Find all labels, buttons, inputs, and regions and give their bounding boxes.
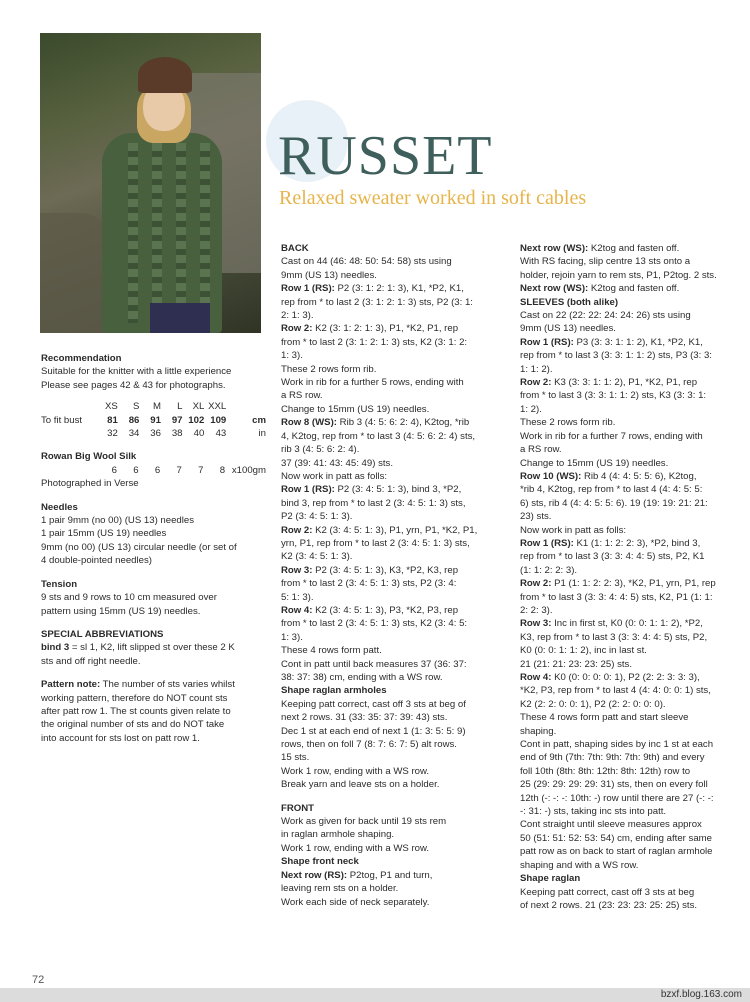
pattern-line-bold: Row 1 (RS): — [281, 484, 335, 496]
yarn-table — [41, 464, 269, 477]
pattern-line-text: yrn, P1, rep from * to last 2 (3: 4: 5: 1: 3) sts, — [281, 537, 470, 549]
pattern-line-text: Now work in patt as folls: — [281, 470, 388, 482]
size-in: 36 — [150, 428, 161, 440]
pattern-line-text: Now work in patt as folls: — [520, 524, 627, 536]
pattern-line — [520, 604, 748, 617]
size-label: L — [177, 401, 183, 413]
pattern-line — [281, 725, 509, 738]
pattern-line-bold: Row 1 (RS): — [520, 336, 574, 348]
pattern-line-text: K3 (3: 3: 1: 1: 2), P1, *K2, P1, rep — [551, 377, 698, 389]
pattern-line-text: 6) sts, rib 4 (4: 4: 5: 5: 6). 19 (19: 19: 21: 21: — [520, 497, 708, 509]
pattern-line — [520, 644, 748, 657]
pattern-line-bold: Row 8 (WS): — [281, 417, 337, 429]
pattern-line — [281, 242, 509, 255]
pattern-line-text: K1 (1: 1: 2: 2: 3), *P2, bind 3, — [573, 537, 701, 549]
pattern-line-text: from * to last 3 (3: 3: 1: 1: 2) sts, K3 (3: 3: 1: — [520, 390, 707, 402]
pattern-line — [520, 403, 748, 416]
pattern-line-text: 23) sts. — [520, 511, 552, 523]
pattern-line-text: rib 3 (4: 5: 6: 2: 4). — [281, 444, 360, 456]
yarn-amount: 7 — [198, 464, 204, 476]
sweater-photo — [40, 33, 261, 333]
pattern-line — [281, 376, 509, 389]
pattern-line-text: rep from * to last 2 (3: 1: 2: 1: 3) sts, P2 (3: 1: — [281, 296, 473, 308]
pattern-line — [520, 805, 748, 818]
abbreviation-term: bind 3 — [41, 642, 70, 654]
pattern-line — [520, 282, 748, 295]
pattern-line-bold: Shape front neck — [281, 856, 359, 868]
pattern-line — [520, 457, 748, 470]
size-in: 40 — [193, 428, 205, 440]
pattern-line-text: Inc in first st, K0 (0: 0: 1: 1: 2), *P2, — [551, 618, 703, 630]
pattern-line — [520, 376, 748, 389]
size-cm: 102 — [188, 414, 205, 426]
pattern-line — [520, 537, 748, 550]
yarn-note: Photographed in Verse — [41, 478, 139, 490]
pattern-line-text: P2 (3: 4: 5: 1: 3), K3, *P2, K3, rep — [312, 564, 459, 576]
pattern-line — [281, 604, 509, 617]
pattern-line — [520, 564, 748, 577]
pattern-line — [281, 617, 509, 630]
pattern-line-text: Work in rib for a further 5 rows, ending with — [281, 377, 464, 389]
pattern-line — [281, 869, 509, 882]
pattern-line-text: 37 (39: 41: 43: 45: 49) sts. — [281, 457, 393, 469]
photo-jeans — [150, 303, 210, 333]
pattern-line-text: -: 31: -) sts, taking inc sts into patt. — [520, 806, 667, 818]
pattern-line-text: Work 1 row, ending with a WS row. — [281, 842, 430, 854]
pattern-line — [281, 896, 509, 909]
pattern-line-bold: Row 4: — [281, 604, 313, 616]
pattern-line-bold: Next row (RS): — [281, 869, 348, 881]
pattern-line — [281, 577, 509, 590]
pattern-line — [520, 336, 748, 349]
pattern-line — [281, 658, 509, 671]
size-cm: 109 — [210, 414, 227, 426]
pattern-line-text: in raglan armhole shaping. — [281, 829, 395, 841]
pattern-line — [281, 255, 509, 268]
pattern-line-text: shaping and with a WS row. — [520, 859, 639, 871]
pattern-line — [281, 684, 509, 697]
pattern-line-text: 12th (-: -: -: 10th: -) row until there are 27 (-: -: — [520, 792, 714, 804]
pattern-line-bold: Row 1 (RS): — [281, 283, 335, 295]
needles-line: 1 pair 9mm (no 00) (US 13) needles — [41, 515, 195, 527]
size-in: 43 — [215, 428, 227, 440]
pattern-line — [520, 886, 748, 899]
pattern-line-text: 25 (29: 29: 29: 29: 31) sts, then on every foll — [520, 779, 708, 791]
pattern-line — [520, 845, 748, 858]
pattern-line-text: rep from * to last 3 (3: 3: 4: 4: 5) sts, P2, K1 — [520, 551, 705, 563]
pattern-line — [520, 765, 748, 778]
photo-cable — [176, 143, 186, 323]
pattern-line — [281, 483, 509, 496]
pattern-line-text: K3, rep from * to last 3 (3: 3: 4: 4: 5) sts, P2, — [520, 631, 708, 643]
recommendation-heading: Recommendation — [41, 353, 122, 364]
pattern-line-text: Keeping patt correct, cast off 3 sts at beg of — [281, 698, 466, 710]
pattern-line-bold: Shape raglan — [520, 873, 581, 885]
sleeves-column — [520, 242, 748, 912]
pattern-line-text: These 2 rows form rib. — [281, 363, 377, 375]
pattern-line — [281, 282, 509, 295]
fit-bust-label: To fit bust — [41, 414, 83, 426]
pattern-line-text: 2: 2: 3). — [520, 604, 553, 616]
pattern-line — [520, 738, 748, 751]
pattern-line-text: 9mm (US 13) needles. — [520, 323, 616, 335]
pattern-line-text: 1: 1: 2). — [520, 363, 553, 375]
pattern-line — [520, 778, 748, 791]
tension-line: 9 sts and 9 rows to 10 cm measured over — [41, 592, 217, 604]
pattern-line-text: These 2 rows form rib. — [520, 417, 616, 429]
pattern-line — [281, 322, 509, 335]
pattern-line-bold: Next row (WS): — [520, 283, 589, 295]
pattern-line — [520, 899, 748, 912]
pattern-line — [520, 470, 748, 483]
pattern-line — [281, 855, 509, 868]
pattern-line — [520, 363, 748, 376]
pattern-line — [520, 818, 748, 831]
pattern-line — [281, 842, 509, 855]
pattern-line — [520, 832, 748, 845]
pattern-line — [520, 269, 748, 282]
pattern-title: RUSSET — [278, 125, 493, 187]
pattern-line-text: end of 9th (7th: 7th: 9th: 7th: 9th) and every — [520, 752, 705, 764]
pattern-note-text: The number of sts varies whilst — [100, 679, 235, 691]
pattern-line-text: Work 1 row, ending with a WS row. — [281, 765, 430, 777]
pattern-line-text: from * to last 2 (3: 1: 2: 1: 3) sts, K2 (3: 1: 2: — [281, 336, 468, 348]
pattern-line-bold: SLEEVES (both alike) — [520, 296, 619, 308]
pattern-line — [281, 430, 509, 443]
pattern-line — [281, 497, 509, 510]
photo-cable — [128, 143, 138, 323]
sizes-cm-row — [41, 414, 269, 427]
pattern-line-text: from * to last 2 (3: 4: 5: 1: 3) sts, K2 (3: 4: 5: — [281, 618, 468, 630]
pattern-line — [281, 416, 509, 429]
size-label: XXL — [208, 401, 227, 413]
pattern-line — [520, 751, 748, 764]
pattern-line-bold: Row 2: — [281, 524, 313, 536]
pattern-line-bold: FRONT — [281, 802, 315, 814]
pattern-line-text: 5: 1: 3). — [281, 591, 314, 603]
pattern-line — [520, 296, 748, 309]
size-in: 34 — [128, 428, 140, 440]
pattern-line — [281, 828, 509, 841]
pattern-line — [520, 617, 748, 630]
pattern-line — [281, 765, 509, 778]
pattern-line-bold: BACK — [281, 243, 309, 254]
pattern-line-text: Work as given for back until 19 sts rem — [281, 816, 447, 828]
pattern-line — [281, 711, 509, 724]
in-unit: in — [258, 428, 266, 440]
size-in: 38 — [171, 428, 183, 440]
pattern-line — [520, 711, 748, 724]
pattern-line-text: foll 10th (8th: 8th: 12th: 8th: 12th) row to — [520, 765, 691, 777]
pattern-line-text: rows, then on foll 7 (8: 7: 6: 7: 5) alt rows. — [281, 739, 457, 751]
pattern-line — [281, 644, 509, 657]
pattern-line — [520, 725, 748, 738]
photo-cable — [200, 143, 210, 323]
pattern-line-text: Change to 15mm (US 19) needles. — [281, 403, 430, 415]
pattern-line — [281, 631, 509, 644]
pattern-line-bold: Row 3: — [281, 564, 313, 576]
pattern-line-text: With RS facing, slip centre 13 sts onto a — [520, 256, 691, 268]
pattern-line-text: 38: 37: 38) cm, ending with a WS row. — [281, 672, 443, 683]
pattern-line — [281, 443, 509, 456]
pattern-line — [520, 510, 748, 523]
yarn-heading: Rowan Big Wool Silk — [41, 451, 137, 463]
size-label: XL — [192, 401, 205, 413]
pattern-line-text: K0 (0: 0: 0: 0: 1), P2 (2: 2: 3: 3: 3), — [551, 672, 700, 683]
pattern-line-text: shaping. — [520, 725, 557, 737]
sizes-header-row — [41, 400, 269, 413]
page-number: 72 — [32, 974, 45, 986]
pattern-line-text: from * to last 2 (3: 4: 5: 1: 3) sts, P2 (3: 4: — [281, 578, 457, 590]
pattern-line-text: Cast on 22 (22: 22: 24: 24: 26) sts using — [520, 310, 691, 322]
pattern-line-bold: Row 2: — [281, 323, 313, 335]
pattern-line — [520, 483, 748, 496]
pattern-line — [281, 671, 509, 684]
pattern-line — [281, 336, 509, 349]
pattern-line-text: P1 (1: 1: 2: 2: 3), *K2, P1, yrn, P1, rep — [551, 578, 716, 590]
abbreviation-line: sts and off right needle. — [41, 655, 141, 667]
size-label: M — [152, 401, 161, 413]
pattern-line-text: Dec 1 st at each end of next 1 (1: 3: 5: 5: 9) — [281, 725, 466, 737]
size-label: S — [132, 401, 140, 413]
pattern-line-bold: Next row (WS): — [520, 243, 589, 254]
pattern-line — [520, 671, 748, 684]
yarn-amount: 6 — [154, 464, 161, 476]
pattern-line — [281, 349, 509, 362]
yarn-amount: 6 — [111, 464, 118, 476]
pattern-line — [520, 591, 748, 604]
pattern-note-line: into account for sts lost on patt row 1. — [41, 732, 200, 744]
pattern-line-bold: Row 1 (RS): — [520, 537, 574, 549]
pattern-line — [520, 550, 748, 563]
pattern-line-text: Cont in patt, shaping sides by inc 1 st at each — [520, 739, 714, 751]
yarn-amount: 7 — [176, 464, 182, 476]
pattern-line-text: Keeping patt correct, cast off 3 sts at beg — [520, 886, 695, 898]
size-cm: 97 — [171, 414, 183, 426]
pattern-line-text: Rib 4 (4: 4: 5: 5: 6), K2tog, — [581, 470, 697, 482]
info-column — [41, 352, 269, 745]
size-cm: 86 — [128, 414, 140, 426]
pattern-line-text: 2: 1: 3). — [281, 310, 314, 322]
pattern-note-line: the original number of sts and do NOT take — [41, 719, 225, 731]
photo-hat — [138, 57, 192, 93]
yarn-unit: x100gm — [231, 464, 266, 476]
pattern-line — [520, 497, 748, 510]
pattern-note-label: Pattern note: — [41, 679, 101, 691]
pattern-line-text: Change to 15mm (US 19) needles. — [520, 457, 669, 469]
pattern-line — [281, 309, 509, 322]
size-cm: 91 — [150, 414, 161, 426]
pattern-line — [520, 524, 748, 537]
abbreviation-text: = sl 1, K2, lift slipped st over these 2 K — [69, 642, 235, 654]
pattern-line-text: K2tog and fasten off. — [588, 283, 680, 295]
pattern-line-text: patt row as on back to start of raglan armhole — [520, 846, 713, 858]
pattern-line-text: 50 (51: 51: 52: 53: 54) cm, ending after same — [520, 832, 712, 844]
pattern-line-text: 15 sts. — [281, 752, 310, 764]
pattern-line-text: 9mm (US 13) needles. — [281, 269, 377, 281]
pattern-note-line: working pattern, therefore do NOT count sts — [41, 692, 228, 704]
pattern-note-line — [41, 678, 269, 691]
pattern-line — [281, 389, 509, 402]
yarn-amounts-row — [41, 464, 269, 477]
pattern-line — [520, 430, 748, 443]
pattern-line-text: P2tog, P1 and turn, — [347, 869, 433, 881]
pattern-line — [520, 255, 748, 268]
pattern-line-text: K2tog and fasten off. — [588, 243, 680, 254]
pattern-subtitle: Relaxed sweater worked in soft cables — [279, 187, 587, 209]
pattern-line — [281, 524, 509, 537]
pattern-line — [281, 738, 509, 751]
pattern-line — [281, 537, 509, 550]
pattern-line-bold: Row 2: — [520, 377, 552, 389]
pattern-line — [281, 802, 509, 815]
pattern-note-line: after patt row 1. The st counts given relate to — [41, 705, 231, 717]
pattern-line-text: holder, rejoin yarn to rem sts, P1, P2tog. 2 sts. — [520, 269, 717, 281]
pattern-line-text: K2 (3: 1: 2: 1: 3), P1, *K2, P1, rep — [312, 323, 459, 335]
pattern-line-text: 1: 2). — [520, 403, 542, 415]
photo-cable — [152, 143, 162, 323]
pattern-line-text: (1: 1: 2: 2: 3). — [520, 564, 578, 576]
cm-unit: cm — [252, 414, 266, 426]
pattern-line-bold: Row 10 (WS): — [520, 470, 582, 482]
recommendation-line: Suitable for the knitter with a little experience — [41, 366, 232, 378]
yarn-amount: 6 — [133, 464, 139, 476]
pattern-line — [281, 698, 509, 711]
pattern-line — [281, 815, 509, 828]
pattern-line-text: P2 (3: 1: 2: 1: 3), K1, *P2, K1, — [334, 283, 464, 295]
pattern-line — [281, 363, 509, 376]
pattern-line — [520, 792, 748, 805]
needles-line: 4 double-pointed needles) — [41, 555, 152, 567]
pattern-line — [281, 564, 509, 577]
pattern-line-text: 1: 3). — [281, 631, 303, 643]
needles-line: 9mm (no 00) (US 13) circular needle (or set of — [41, 541, 237, 553]
pattern-line-text: Rib 3 (4: 5: 6: 2: 4), K2tog, *rib — [336, 417, 470, 429]
pattern-line — [281, 403, 509, 416]
pattern-line — [520, 322, 748, 335]
sizes-table — [41, 400, 269, 440]
pattern-line — [281, 269, 509, 282]
pattern-line-text: K2 (2: 2: 0: 0: 1), P2 (2: 2: 0: 0: 0). — [520, 698, 666, 710]
pattern-line-text: *rib 4, K2tog, rep from * to last 4 (4: 4: 5: 5: — [520, 484, 703, 496]
pattern-line-text: K2 (3: 4: 5: 1: 3), P3, *K2, P3, rep — [312, 604, 459, 616]
yarn-amount: 8 — [219, 464, 226, 476]
pattern-line-text: Cont straight until sleeve measures approx — [520, 819, 702, 831]
pattern-line — [281, 510, 509, 523]
pattern-line-bold: Row 2: — [520, 578, 552, 590]
pattern-line — [281, 470, 509, 483]
pattern-line-bold: Row 3: — [520, 618, 552, 630]
pattern-line-text: P3 (3: 3: 1: 1: 2), K1, *P2, K1, — [573, 336, 703, 348]
pattern-line-text: *K2, P3, rep from * to last 4 (4: 4: 0: 0: 1) sts, — [520, 685, 711, 697]
needles-line: 1 pair 15mm (US 19) needles — [41, 528, 167, 540]
pattern-line — [520, 872, 748, 885]
pattern-line — [520, 698, 748, 711]
pattern-line — [520, 389, 748, 402]
pattern-line-text: 4, K2tog, rep from * to last 3 (4: 5: 6: 2: 4) sts, — [281, 430, 476, 442]
pattern-line-text: Cont in patt until back measures 37 (36: 37: — [281, 658, 467, 670]
size-label: XS — [105, 401, 118, 413]
tension-line: pattern using 15mm (US 19) needles. — [41, 605, 201, 617]
sizes-in-row — [41, 427, 269, 440]
pattern-line-text: 21 (21: 21: 23: 23: 25) sts. — [520, 658, 632, 670]
pattern-line-text: P2 (3: 4: 5: 1: 3). — [281, 511, 353, 523]
pattern-line-bold: Shape raglan armholes — [281, 685, 387, 697]
pattern-line-text: K2 (3: 4: 5: 1: 3), P1, yrn, P1, *K2, P1, — [312, 524, 478, 536]
abbreviations-heading: SPECIAL ABBREVIATIONS — [41, 628, 164, 640]
back-front-column — [281, 242, 509, 909]
pattern-line — [520, 416, 748, 429]
pattern-line — [520, 577, 748, 590]
pattern-line-text: from * to last 3 (3: 3: 4: 4: 5) sts, K2, P1 (1: 1: — [520, 591, 713, 603]
pattern-line-text: P2 (3: 4: 5: 1: 3), bind 3, *P2, — [334, 484, 462, 496]
pattern-line — [520, 859, 748, 872]
size-cm: 81 — [107, 414, 118, 426]
pattern-line-text: Work in rib for a further 7 rows, ending with — [520, 430, 703, 442]
pattern-line — [281, 591, 509, 604]
abbreviation-line — [41, 641, 269, 654]
pattern-line-text: leaving rem sts on a holder. — [281, 883, 399, 895]
pattern-line-text: of next 2 rows. 21 (23: 23: 23: 25: 25) sts. — [520, 899, 698, 911]
pattern-line-text: Cast on 44 (46: 48: 50: 54: 58) sts using — [281, 256, 452, 268]
watermark: bzxf.blog.163.com — [660, 989, 742, 1000]
pattern-line-text: a RS row. — [520, 444, 562, 456]
pattern-line — [520, 242, 748, 255]
photo-rock — [40, 213, 110, 333]
pattern-line-text: rep from * to last 3 (3: 3: 1: 1: 2) sts, P3 (3: 3: — [520, 350, 712, 362]
pattern-line — [281, 457, 509, 470]
pattern-line — [520, 349, 748, 362]
recommendation-line: Please see pages 42 & 43 for photographs. — [41, 379, 226, 391]
pattern-line — [281, 296, 509, 309]
pattern-line — [520, 684, 748, 697]
needles-heading: Needles — [41, 501, 78, 513]
pattern-line — [281, 751, 509, 764]
pattern-line-text: next 2 rows. 31 (33: 35: 37: 39: 43) sts. — [281, 712, 448, 724]
pattern-line-bold: Row 4: — [520, 672, 552, 683]
pattern-line-text: K0 (0: 0: 1: 1: 2), inc in last st. — [520, 645, 647, 657]
pattern-line-text: 1: 3). — [281, 350, 303, 362]
footer-bar — [0, 988, 750, 1002]
pattern-line-text: K2 (3: 4: 5: 1: 3). — [281, 551, 353, 563]
pattern-line — [520, 658, 748, 671]
pattern-line — [281, 778, 509, 791]
pattern-line-text: Work each side of neck separately. — [281, 896, 430, 908]
pattern-line-text: a RS row. — [281, 390, 323, 402]
pattern-line — [520, 631, 748, 644]
pattern-line-text: Break yarn and leave sts on a holder. — [281, 779, 440, 791]
size-in: 32 — [107, 428, 118, 440]
pattern-line — [281, 882, 509, 895]
pattern-line-text: These 4 rows form patt. — [281, 645, 382, 657]
pattern-line — [520, 309, 748, 322]
pattern-line — [281, 550, 509, 563]
pattern-line-text: bind 3, rep from * to last 2 (3: 4: 5: 1: 3) sts, — [281, 497, 466, 509]
pattern-line-text: These 4 rows form patt and start sleeve — [520, 712, 689, 724]
pattern-line — [520, 443, 748, 456]
tension-heading: Tension — [41, 578, 78, 590]
